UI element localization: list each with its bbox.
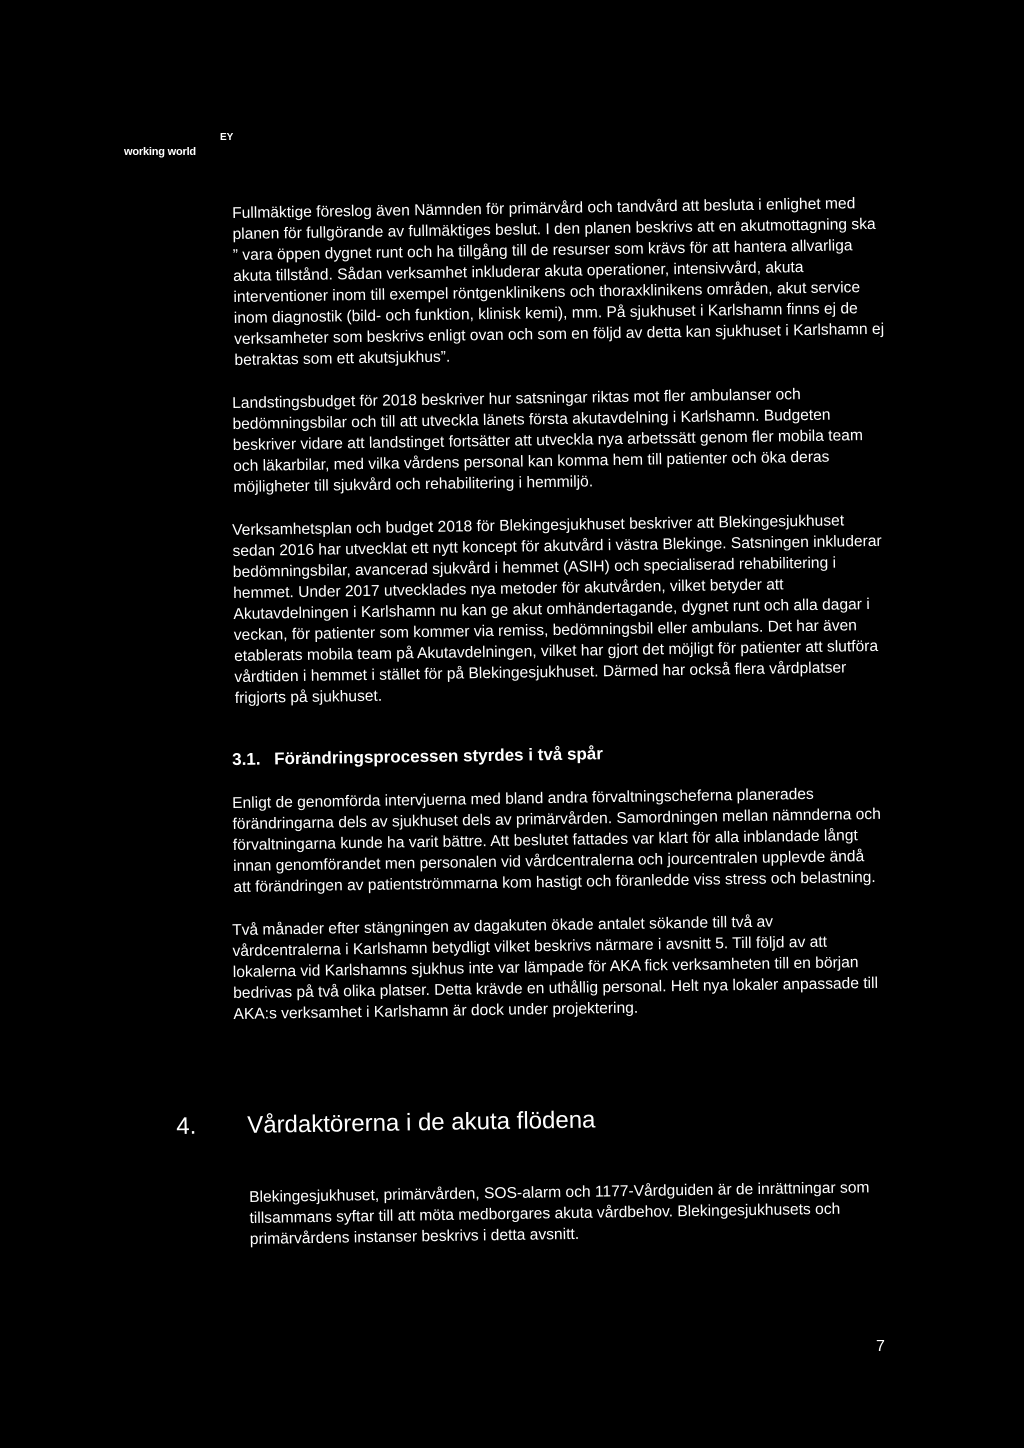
paragraph-vardaktorer: Blekingesjukhuset, primärvården, SOS-alarm och 1177-Vårdguiden är de inrättningar som tillsammans syftar till att möta medborgares akuta vårdbehov. Blekingesjukhusets och primärvårdens instanser beskrivs i detta avsnitt.	[249, 1179, 870, 1248]
chapter-heading-4	[176, 1105, 596, 1142]
section-heading-3-1	[232, 739, 884, 771]
chapter-number: 4.	[176, 1112, 197, 1140]
ey-logo	[124, 132, 234, 166]
main-content	[232, 195, 885, 1047]
paragraph-landstingsbudget: Landstingsbudget för 2018 beskriver hur satsningar riktas mot fler ambulanser och bedömningsbilar och till att utveckla länets första akutavdelning i Karlshamn. Budgeten beskriver vidare att landstinget fortsätter att utveckla nya arbetssätt genom fler mobila team och läkarbilar, med vilka vårdens personal kan komma hem till patienter och öka deras möjligheter till sjukvård och rehabilitering i hemmiljö.	[232, 386, 864, 496]
paragraph-verksamhetsplan: Verksamhetsplan och budget 2018 för Blekingesjukhuset beskriver att Blekingesjukhuset sedan 2016 har utvecklat ett nytt koncept för akutvård i västra Blekinge. Satsningen inkluderar bedömningsbilar, avancerad sjukvård i hemmet (ASIH) och specialiserad rehabilitering i hemmet. Under 2017 utvecklades nya metoder för akutvården, vilket betyder att Akutavdelningen i Karlshamn nu kan ge akut omhändertagande, dygnet runt och alla dagar i veckan, för patienter som kommer via remiss, bedömningsbil eller ambulans. Det har även etablerats mobila team på Akutavdelningen, vilket har gjort det möjligt för patienter att slutföra vårdtiden i hemmet i stället för på Blekingesjukhuset. Därmed har också flera vårdplatser frigjorts på sjukhuset.	[232, 512, 882, 707]
chapter-title: Vårdaktörerna i de akuta flödena	[247, 1106, 596, 1139]
paragraph-tva-manader: Två månader efter stängningen av dagakuten ökade antalet sökande till två av vårdcentralerna i Karlshamn betydligt vilket beskrivs närmare i avsnitt 5. Till följd av att lokalerna vid Karlshamns sjukhus inte var lämpade för AKA fick verksamheten till en början bedrivas på två olika platser. Detta krävde en uthållig personal. Helt nya lokaler anpassade till AKA:s verksamhet i Karlshamn är dock under projektering.	[232, 913, 879, 1023]
page-number: 7	[876, 1338, 885, 1355]
chapter-4-content	[249, 1179, 879, 1272]
section-number: 3.1.	[232, 749, 261, 769]
paragraph-fullmaktige: Fullmäktige föreslog även Nämnden för primärvård och tandvård att besluta i enlighet med planen för fullgörande av fullmäktiges beslut. I den planen beskrivs att en akutmottagning ska ” vara öppen dygnet runt och ha tillgång till de resurser som krävs för att hantera allvarliga akuta tillstånd. Sådan verksamhet inkluderar akuta operationer, intensivvård, akuta interventioner inom till exempel röntgenklinikens och thoraxklinikens områden, akut service inom diagnostik (bild- och funktion, klinisk kemi), mm. På sjukhuset i Karlshamn finns ej de verksamheter som beskrivs enligt ovan och som en följd av detta kan sjukhuset i Karlshamn ej betraktas som ett akutsjukhus”.	[232, 195, 885, 369]
logo-mark: EY	[220, 132, 234, 143]
section-title: Förändringsprocessen styrdes i två spår	[274, 744, 604, 769]
logo-tagline: working world	[124, 146, 196, 158]
paragraph-intervjuer: Enligt de genomförda intervjuerna med bland andra förvaltningscheferna planerades förändringarna dels av sjukhuset dels av primärvården. Samordningen mellan nämnderna och förvaltningarna kunde ha varit bättre. Att beslutet fattades var klart för alla inblandade långt innan genomförandet men personalen vid vårdcentralerna och jourcentralen upplevde ändå att förändringen av patientströmmarna kom hastigt och föranledde viss stress och belastning.	[232, 785, 881, 896]
